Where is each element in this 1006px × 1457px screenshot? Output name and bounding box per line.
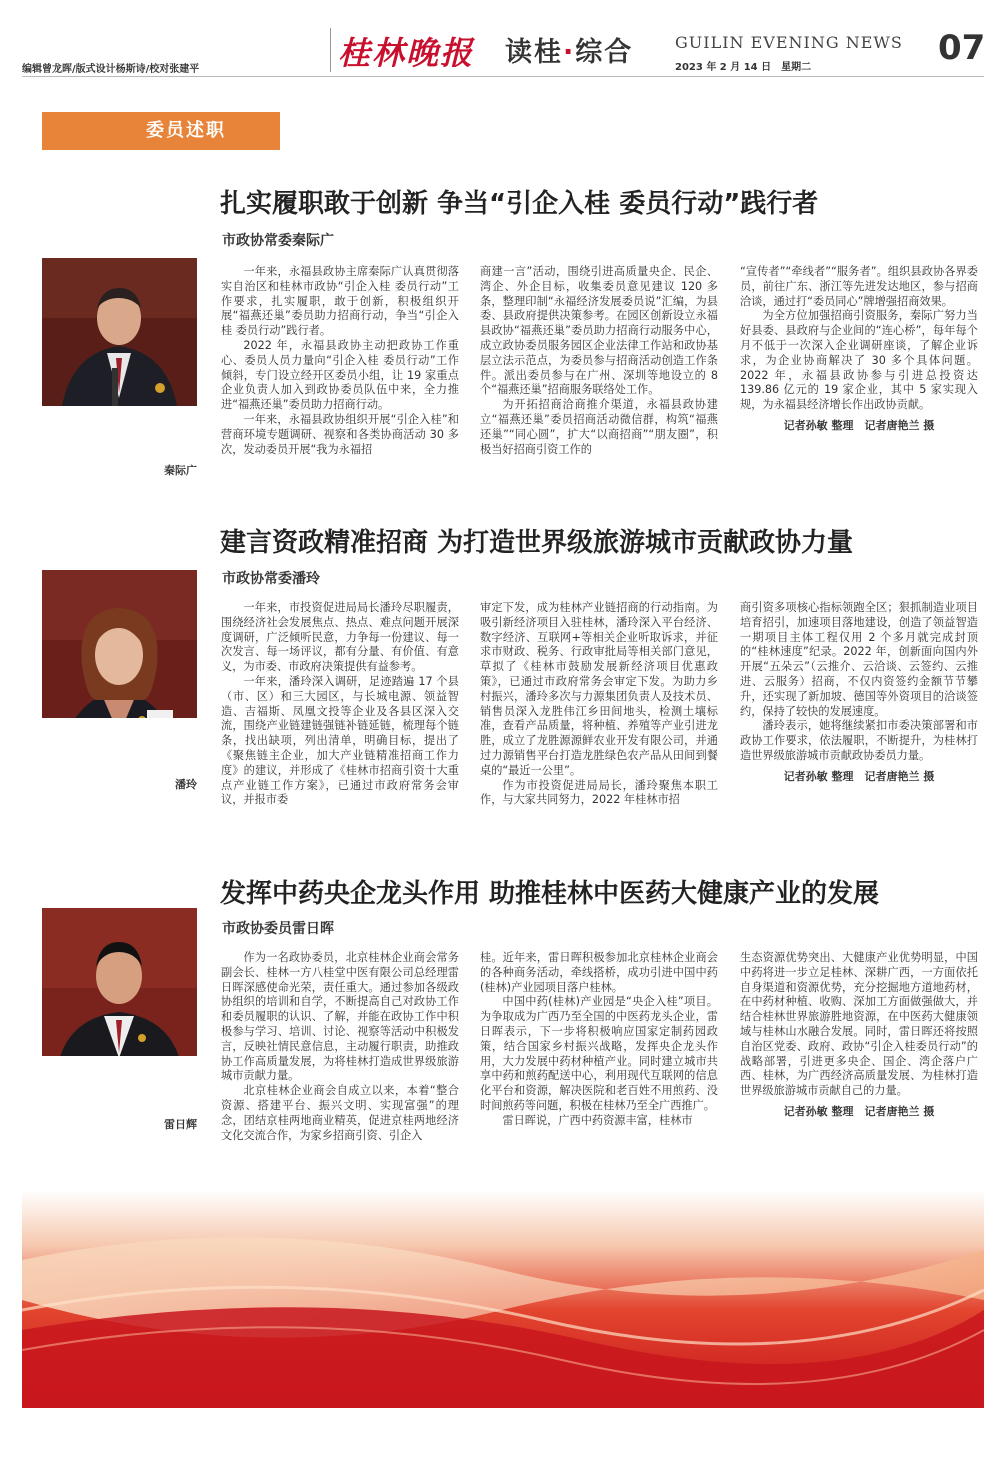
- english-title: GUILIN EVENING NEWS: [675, 33, 903, 52]
- paragraph: 2022 年，永福县政协主动把政协工作重心、委员人员力量向“引企入桂 委员行动”工作倾斜，专门设立经开区委员小组，让 19 家重点企业负责人加入到政协委员队伍中来，全力推进“福燕还巢”委员助力招商行动。: [221, 338, 459, 412]
- article-2-credit: 记者孙敏 整理 记者唐艳兰 摄: [783, 769, 935, 783]
- article-2-col-1: [221, 601, 459, 808]
- paragraph: 审定下发，成为桂林产业链招商的行动指南。为吸引新经济项目入驻桂林，潘玲深入平台经济、数字经济、互联网+等相关企业听取诉求，并征求市财政、税务、行政审批局等相关部门意见，草拟了《桂林市鼓励发展新经济项目优惠政策》，已通过市政府常务会审定下发。为助力乡村振兴，潘玲多次与力源集团负责人及技术员、销售员深入龙胜伟江乡田间地头，检测土壤标准，查看产品质量，将种植、养殖等产业引进龙胜，成立了龙胜源源鲜农业开发有限公司，并通过力源销售平台打造龙胜绿色农产品从田间到餐桌的“最近一公里”。: [480, 601, 718, 777]
- editor-credits: 编辑曾龙晖/版式设计杨斯诗/校对张建平: [22, 64, 200, 75]
- article-1-title: 扎实履职敢于创新 争当“引企入桂 委员行动”践行者: [220, 189, 819, 219]
- header-divider: [330, 28, 331, 72]
- article-3-title: 发挥中药央企龙头作用 助推桂林中医药大健康产业的发展: [220, 879, 880, 909]
- section-dot: ·: [563, 37, 576, 68]
- article-3-col-1: [221, 951, 459, 1143]
- article-1-col-2: [480, 265, 718, 457]
- paragraph: 为全方位加强招商引资服务，秦际广努力当好县委、县政府与企业间的“连心桥”，每年每个月不低于一次深入企业调研座谈，了解企业诉求，为企业协商解决了 30 多个具体问题。2022 年，永福县政协参与引进总投资达 139.86 亿元的 19 家企业，其中 5 家实现入规，为永福县经济增长作出政协贡献。: [740, 309, 978, 412]
- article-3-caption: 雷日辉: [164, 1118, 197, 1131]
- paragraph: 商引资多项核心指标领跑全区；狠抓制造业项目培育招引，加速项目落地建设，创造了领益智造一期项目主体工程仅用 2 个多月就完成封顶的“桂林速度”纪录。2022 年，创新面向国内外开展“五朵云”（云推介、云洽谈、云签约、云推进、云服务）招商，不仅内资签约金额节节攀升，还实现了新加坡、德国等外资项目的洽谈签约，保持了较快的发展速度。: [740, 601, 978, 718]
- section-name-a: 读桂: [505, 37, 563, 68]
- paragraph: 北京桂林企业商会自成立以来，本着“整合资源、搭建平台、振兴文明、实现富强”的理念，团结京桂两地商业精英，促进京桂两地经济文化交流合作，为家乡招商引资、引企入: [221, 1084, 459, 1142]
- paragraph: 桂。近年来，雷日晖积极参加北京桂林企业商会的各种商务活动，牵线搭桥，成功引进中国中药(桂林)产业园项目落户桂林。: [480, 951, 718, 994]
- page-number: 07: [938, 28, 986, 68]
- article-2-col-3: [740, 601, 978, 785]
- article-3-byline: 市政协委员雷日晖: [222, 921, 334, 937]
- section-name-b: 综合: [575, 37, 634, 68]
- section-name: [505, 30, 633, 69]
- paragraph: “宣传者”“牵线者”“服务者”。组织县政协各界委员，前往广东、浙江等先进发达地区，参与招商洽谈，通过打“委员同心”牌增强招商效果。: [740, 265, 978, 308]
- article-2-caption: 潘玲: [175, 778, 197, 791]
- article-2-title: 建言资政精准招商 为打造世界级旅游城市贡献政协力量: [220, 528, 854, 558]
- article-1-col-3: [740, 265, 978, 434]
- decorative-red-banner: [22, 1190, 984, 1408]
- masthead-logo: 桂林晚报: [338, 34, 475, 72]
- article-1-byline: 市政协常委秦际广: [222, 233, 334, 249]
- paragraph: 为开拓招商洽商推介渠道，永福县政协建立“福燕还巢”委员招商活动微信群，构筑“福燕还巢”“同心圆”，扩大“以商招商”“朋友圈”，积极当好招商引资工作的: [480, 398, 718, 456]
- paragraph: 一年来，永福县政协主席秦际广认真贯彻落实自治区和桂林市政协“引企入桂 委员行动”工作要求，扎实履职，敢于创新，积极组织开展“福燕还巢”委员助力招商行动，争当“引企入桂 委员行动”践行者。: [221, 265, 459, 338]
- article-3-col-2: [480, 951, 718, 1129]
- article-1-caption: 秦际广: [164, 464, 197, 477]
- paragraph: 潘玲表示，她将继续紧扣市委决策部署和市政协工作要求，依法履职，不断提升，为桂林打造世界级旅游城市贡献政协委员力量。: [740, 719, 978, 762]
- article-1-col-1: [221, 265, 459, 457]
- paragraph: 生态资源优势突出、大健康产业优势明显，中国中药将进一步立足桂林、深耕广西，一方面依托自身渠道和资源优势，充分挖掘地方道地药材，在中药材种植、收购、深加工方面做强做大，并结合桂林世界旅游胜地资源，在中医药大健康领域与桂林山水融合发展。同时，雷日晖还将按照自治区党委、政府、政协“引企入桂委员行动”的战略部署，引进更多央企、国企、湾企落户广西、桂林，为广西经济高质量发展、为桂林打造世界级旅游城市贡献自己的力量。: [740, 951, 978, 1098]
- paragraph: 一年来，永福县政协组织开展“引企入桂”和营商环境专题调研、视察和各类协商活动 30 多次，发动委员开展“我为永福招: [221, 412, 459, 456]
- paragraph: 雷日晖说，广西中药资源丰富，桂林市: [502, 1113, 693, 1127]
- paragraph: 一年来，市投资促进局局长潘玲尽职履责，围绕经济社会发展焦点、热点、难点问题开展深度调研，广泛倾听民意，力争每一份建议、每一次发言、每一场评议，都有分量、有价值、有意义，为市委、市政府决策提供有益参考。: [221, 601, 459, 674]
- paragraph: 作为一名政协委员，北京桂林企业商会常务副会长、桂林一方八桂堂中医有限公司总经理雷日晖深感使命光荣，责任重大。通过参加各级政协组织的培训和自学，不断提高自己对政协工作和委员履职的认识、了解，并能在政协工作中积极参与学习、培训、讨论、视察等活动中积极发言，反映社情民意信息，主动履行职责，助推政协工作高质量发展，为将桂林打造成世界级旅游城市贡献力量。: [221, 951, 459, 1083]
- issue-date: 2023 年 2 月 14 日 星期二: [675, 62, 812, 73]
- paragraph: 作为市投资促进局局长，潘玲聚焦本职工作，与大家共同努力，2022 年桂林市招: [480, 778, 718, 807]
- article-2-byline: 市政协常委潘玲: [222, 571, 320, 587]
- article-3-photo: [42, 908, 197, 1056]
- article-1-photo: [42, 258, 197, 406]
- paragraph: 中国中药(桂林)产业园是“央企入桂”项目。为争取成为广西乃至全国的中医药龙头企业，雷日晖表示，下一步将积极响应国家定制药园政策，结合国家乡村振兴战略，发挥央企龙头作用，大力发展中药材种植产业。同时建立城市共享中药和煎药配送中心，利用现代互联网的信息化平台和资源，解决医院和老百姓不用煎药、没时间煎药等问题，积极在桂林乃至全广西推广。: [480, 995, 718, 1112]
- paragraph: 一年来，潘玲深入调研，足迹踏遍 17 个县（市、区）和三大园区，与长城电源、领益智造、吉福斯、凤凰文投等企业及各县区深入交流，围绕产业链建链强链补链延链，梳理每个链条，找出缺项，列出清单，明确目标，提出了《聚焦链主企业，加大产业链精准招商工作力度》的建议，并形成了《桂林市招商引资十大重点产业链工作方案》，已通过市政府常务会审议，并报市委: [221, 674, 459, 807]
- article-2-col-2: [480, 601, 718, 808]
- article-3-credit: 记者孙敏 整理 记者唐艳兰 摄: [783, 1104, 935, 1118]
- paragraph: 商建一言”活动，围绕引进高质量央企、民企、湾企、外企目标，收集委员意见建议 120 多条，整理印制“永福经济发展委员说”汇编，为县委、县政府提供决策参考。在园区创新设立永福县政协“福燕还巢”委员助力招商行动服务中心，成立政协委员服务园区企业法律工作站和政协基层立法示范点，为委员参与招商活动创造工作条件。派出委员参与在广州、深圳等地设立的 8 个“福燕还巢”招商服务联络处工作。: [480, 265, 718, 397]
- article-2-photo: [42, 570, 197, 718]
- header-rule: [22, 76, 984, 77]
- section-tag: 委员述职: [42, 112, 280, 150]
- article-1-credit: 记者孙敏 整理 记者唐艳兰 摄: [783, 418, 935, 432]
- article-3-col-3: [740, 951, 978, 1120]
